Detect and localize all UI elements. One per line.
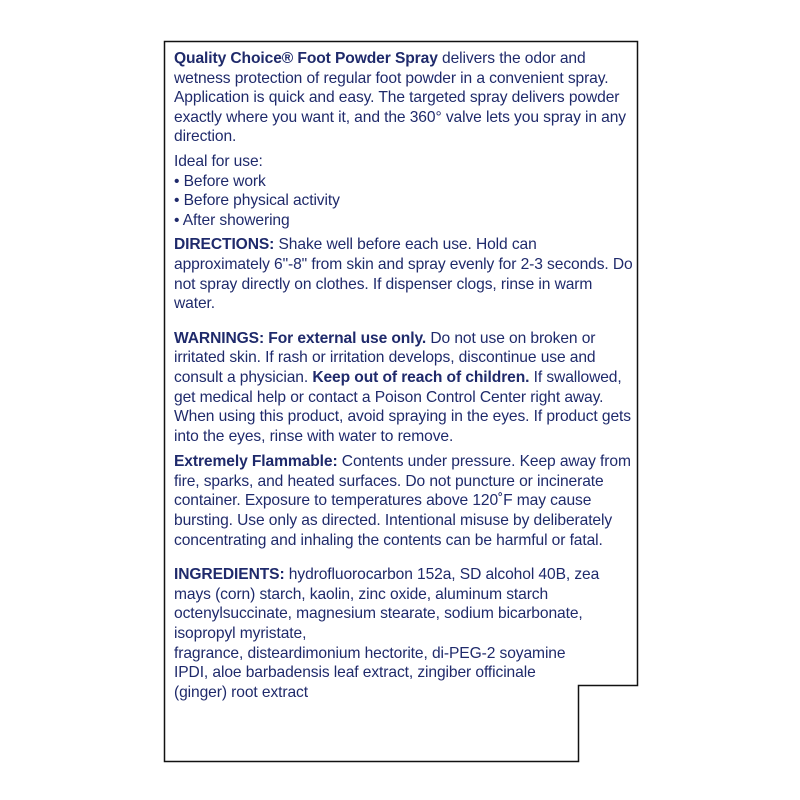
- children-warning: Keep out of reach of children.: [312, 368, 530, 386]
- warnings-heading: WARNINGS: For external use only.: [174, 329, 427, 347]
- ideal-heading: Ideal for use:: [174, 152, 263, 170]
- ingredients-text-continued: fragrance, disteardimonium hectorite, di-PEG-2 soyamine IPDI, aloe barbadensis leaf extract, zingiber officinale (ginger) root extract: [174, 644, 566, 701]
- ideal-list: [174, 172, 636, 231]
- flammable-heading: Extremely Flammable:: [174, 453, 338, 471]
- directions-text: Shake well before each use. Hold can approximately 6"-8" from skin and spray evenly for 2-3 seconds. Do not spray directly on clothes. If dispenser clogs, rinse in warm water.: [174, 236, 633, 313]
- brand-name: Quality Choice® Foot Powder Spray: [174, 50, 438, 67]
- warnings-text: Do not use on broken or irritated skin. If rash or irritation develops, discontinue use and consult a physician.: [174, 329, 596, 386]
- warnings-paragraph: [174, 329, 636, 447]
- directions-heading: DIRECTIONS:: [174, 236, 275, 254]
- directions-paragraph: [174, 235, 636, 313]
- intro-text: delivers the odor and wetness protection of regular foot powder in a convenient spray. Application is quick and easy. The targeted spray delivers powder exactly where you want it, and the 360° valve lets you spray in any direction.: [174, 50, 627, 146]
- ingredients-heading: INGREDIENTS:: [174, 566, 285, 584]
- ingredients-paragraph: [174, 565, 636, 702]
- flammable-text: Contents under pressure. Keep away from fire, sparks, and heated surfaces. Do not puncture or incinerate container. Exposure to temperatures above 120˚F may cause bursting. Use only as directed. Intentional misuse by deliberately concentrating and inhaling the contents can be harmful or fatal.: [174, 453, 631, 549]
- list-item: • Before work: [174, 172, 266, 190]
- list-item: • Before physical activity: [174, 192, 340, 210]
- intro-paragraph: [174, 49, 636, 147]
- list-item: • After showering: [174, 211, 290, 229]
- product-label-text: [174, 49, 636, 702]
- warnings-text-continued: If swallowed, get medical help or contact a Poison Control Center right away. When using this product, avoid spraying in the eyes. If product gets into the eyes, rinse with water to remove.: [174, 368, 631, 445]
- ingredients-text: hydrofluorocarbon 152a, SD alcohol 40B, zea mays (corn) starch, kaolin, zinc oxide, aluminum starch octenylsuccinate, magnesium stearate, sodium bicarbonate, isopropyl myristate,: [174, 566, 600, 643]
- flammable-paragraph: [174, 452, 636, 550]
